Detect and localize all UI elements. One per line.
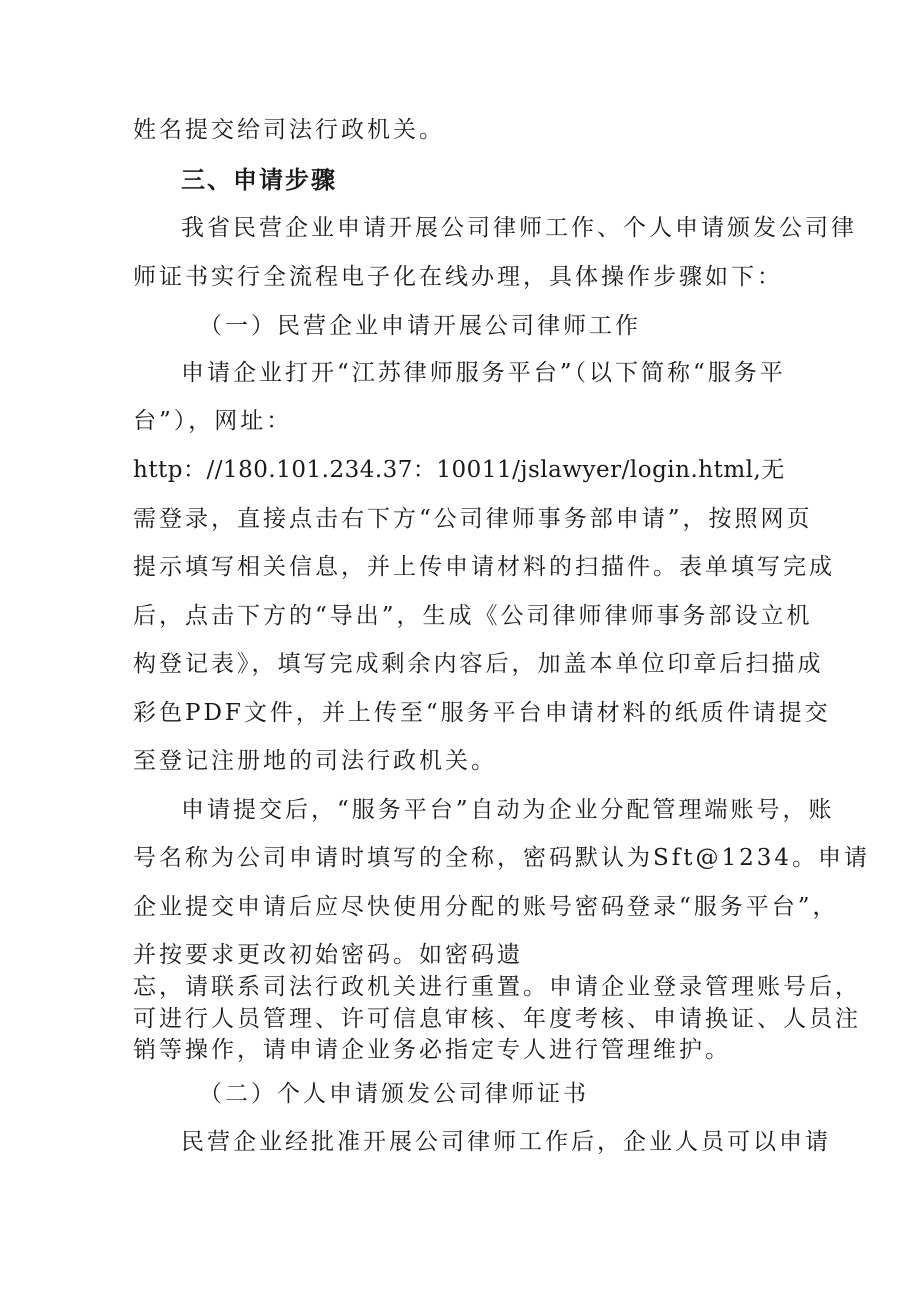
text-line: 申请企业打开“江苏律师服务平台”（以下简称“服务平 — [181, 360, 786, 386]
text-line: 可进行人员管理、许可信息审核、年度考核、申请换证、人员注 — [133, 1006, 861, 1032]
subsection-heading: （二）个人申请颁发公司律师证书 — [199, 1081, 589, 1107]
subsection-heading: （一）民营企业申请开展公司律师工作 — [199, 313, 641, 339]
text-line: 台”），网址： — [133, 408, 293, 434]
section-heading: 三、申请步骤 — [181, 166, 337, 194]
text-line: 忘，请联系司法行政机关进行重置。申请企业登录管理账号后， — [133, 974, 861, 1000]
text-line: 企业提交申请后应尽快使用分配的账号密码登录“服务平台”， — [133, 894, 839, 920]
text-line: 至登记注册地的司法行政机关。 — [133, 748, 497, 774]
text-line: 彩色PDF文件，并上传至“服务平台申请材料的纸质件请提交 — [133, 700, 831, 726]
text-line: 提示填写相关信息，并上传申请材料的扫描件。表单填写完成 — [133, 554, 835, 580]
text-line: 我省民营企业申请开展公司律师工作、个人申请颁发公司律 — [181, 215, 857, 241]
text-line: 需登录，直接点击右下方“公司律师事务部申请”，按照网页 — [133, 506, 813, 532]
text-line: 民营企业经批准开展公司律师工作后，企业人员可以申请 — [181, 1129, 831, 1155]
text-line: 号名称为公司申请时填写的全称，密码默认为Sft@1234。申请 — [133, 845, 871, 871]
text-line: 申请提交后，“服务平台”自动为企业分配管理端账号，账 — [181, 797, 835, 823]
url-line: http：//180.101.234.37：10011/jslawyer/login.html,无 — [133, 457, 785, 483]
text-line: 构登记表》，填写完成剩余内容后，加盖本单位印章后扫描成 — [133, 651, 824, 677]
text-line: 销等操作，请申请企业务必指定专人进行管理维护。 — [133, 1037, 731, 1063]
text-line: 姓名提交给司法行政机关。 — [133, 117, 445, 143]
text-line: 师证书实行全流程电子化在线办理，具体操作步骤如下： — [133, 264, 783, 290]
text-line: 并按要求更改初始密码。如密码遗 — [133, 942, 523, 968]
text-line: 后，点击下方的“导出”，生成《公司律师律师事务部设立机 — [133, 603, 813, 629]
